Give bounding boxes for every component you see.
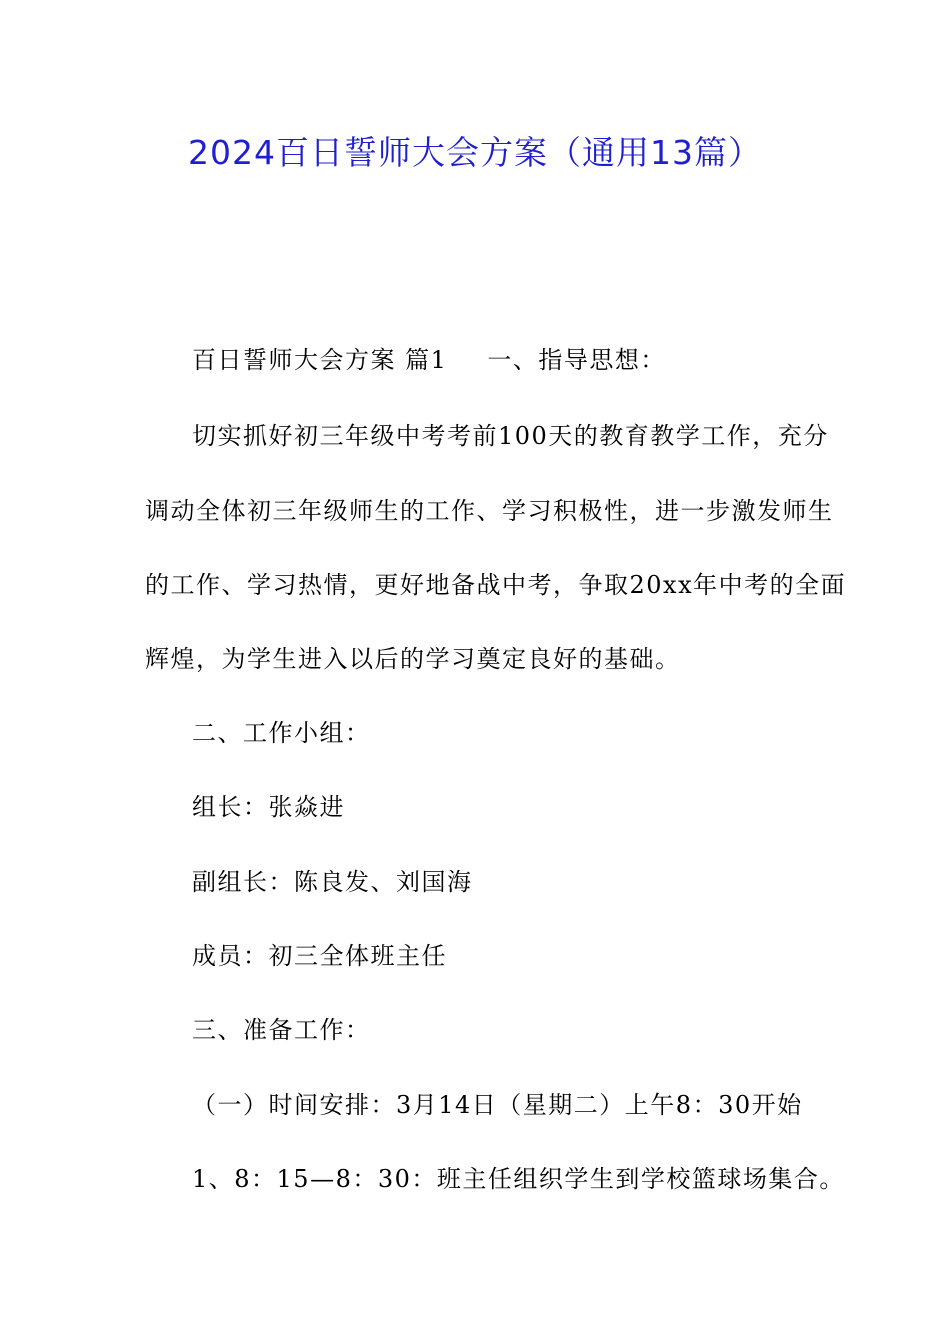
section-2-heading: 二、工作小组：	[192, 719, 371, 747]
group-members: 成员：初三全体班主任	[192, 942, 447, 970]
paragraph-line: 切实抓好初三年级中考考前100天的教育教学工作，充分	[192, 422, 829, 450]
schedule-item-1: 1、8：15—8：30：班主任组织学生到学校篮球场集合。	[192, 1165, 845, 1193]
deputy-leaders: 副组长：陈良发、刘国海	[192, 868, 473, 896]
document-title: 2024百日誓师大会方案（通用13篇）	[188, 133, 762, 172]
paragraph-line: 的工作、学习热情，更好地备战中考，争取20xx年中考的全面	[145, 571, 847, 599]
section-1-heading: 一、指导思想：	[487, 346, 666, 374]
schedule-line: （一）时间安排：3月14日（星期二）上午8：30开始	[192, 1091, 803, 1119]
paragraph-line: 调动全体初三年级师生的工作、学习积极性，进一步激发师生	[145, 497, 834, 525]
group-leader: 组长：张焱进	[192, 793, 345, 821]
section-3-heading: 三、准备工作：	[192, 1016, 371, 1044]
part-heading: 百日誓师大会方案 篇1	[192, 346, 448, 374]
paragraph-line: 辉煌，为学生进入以后的学习奠定良好的基础。	[145, 645, 681, 673]
section-heading-line	[192, 342, 666, 378]
